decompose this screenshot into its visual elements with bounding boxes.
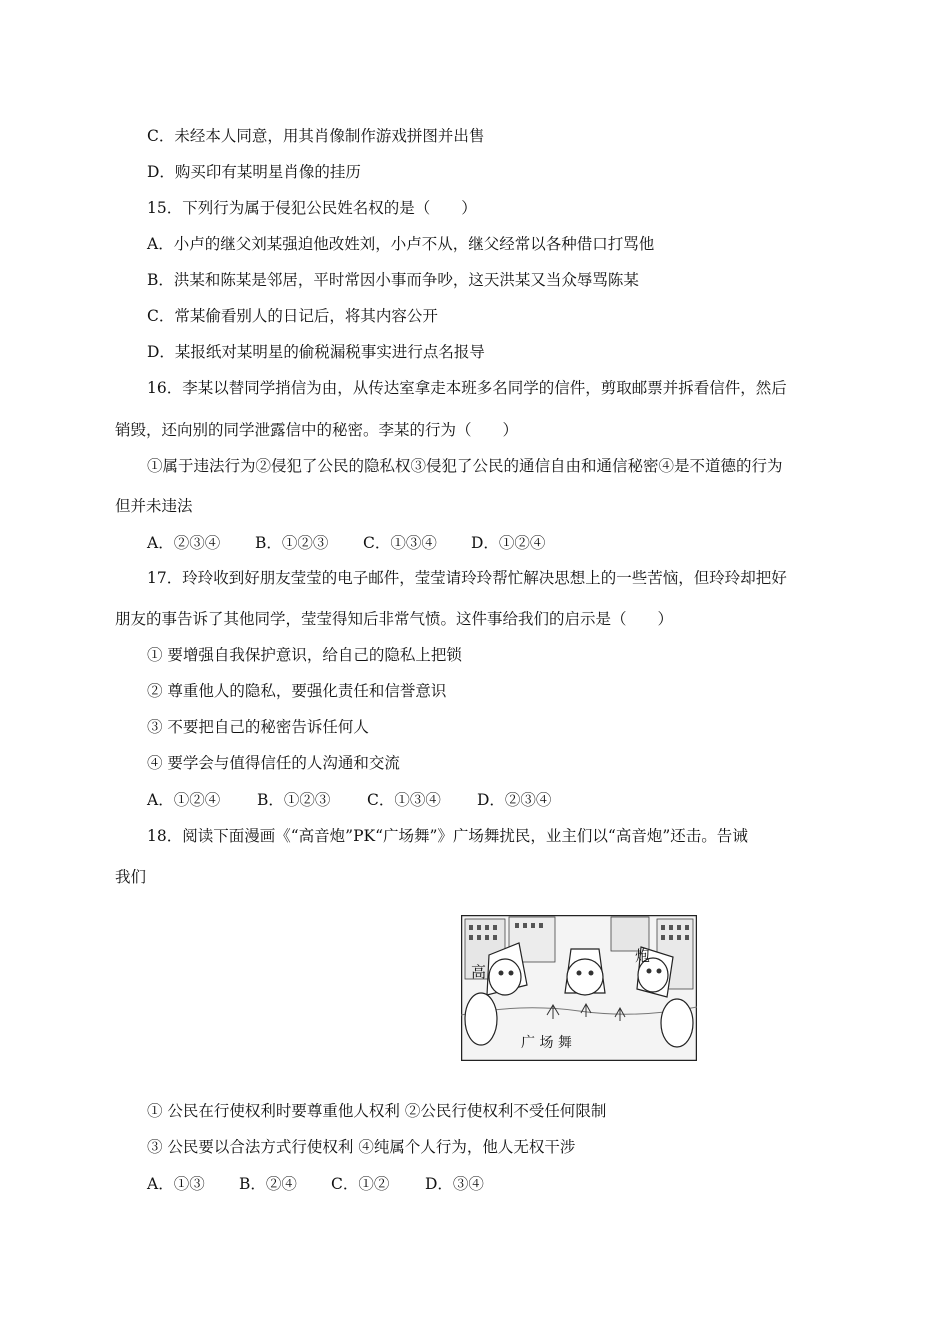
q18-stem-line-2: 我们 bbox=[115, 868, 147, 886]
q16-items-line-1: ①属于违法行为②侵犯了公民的隐私权③侵犯了公民的通信自由和通信秘密④是不道德的行为 bbox=[147, 457, 783, 475]
q17-option-d: D．②③④ bbox=[477, 791, 552, 809]
q14-option-c: C．未经本人同意，用其肖像制作游戏拼图并出售 bbox=[147, 127, 485, 145]
q17-stem-line-2: 朋友的事告诉了其他同学，莹莹得知后非常气愤。这件事给我们的启示是（ ） bbox=[115, 610, 674, 628]
q16-items-line-2: 但并未违法 bbox=[115, 497, 193, 515]
q16-option-b: B．①②③ bbox=[255, 534, 329, 552]
q17-item-2: ② 尊重他人的隐私，要强化责任和信誉意识 bbox=[147, 682, 447, 700]
q18-options bbox=[147, 1174, 484, 1194]
q16-options bbox=[147, 533, 545, 553]
q18-stem-line-1: 18．阅读下面漫画《“高音炮”PK“广场舞”》广场舞扰民，业主们以“高音炮”还击。告诫 bbox=[147, 827, 748, 845]
q17-item-3: ③ 不要把自己的秘密告诉任何人 bbox=[147, 718, 369, 736]
q18-option-a: A．①③ bbox=[147, 1175, 205, 1193]
q17-stem-line-1: 17．玲玲收到好朋友莹莹的电子邮件，莹莹请玲玲帮忙解决思想上的一些苦恼，但玲玲却把好 bbox=[147, 569, 787, 587]
q18-option-b: B．②④ bbox=[239, 1175, 297, 1193]
q15-option-d: D．某报纸对某明星的偷税漏税事实进行点名报导 bbox=[147, 343, 485, 361]
q16-stem-line-2: 销毁，还向别的同学泄露信中的秘密。李某的行为（ ） bbox=[115, 421, 519, 439]
cartoon-label-pao: 炮 bbox=[635, 947, 651, 965]
q18-items-line-1: ① 公民在行使权利时要尊重他人权利 ②公民行使权利不受任何限制 bbox=[147, 1102, 607, 1120]
cartoon-image bbox=[461, 915, 697, 1061]
q17-item-1: ① 要增强自我保护意识，给自己的隐私上把锁 bbox=[147, 646, 462, 664]
q16-stem-line-1: 16．李某以替同学捎信为由，从传达室拿走本班多名同学的信件，剪取邮票并拆看信件，然后 bbox=[147, 379, 787, 397]
q15-stem: 15．下列行为属于侵犯公民姓名权的是（ ） bbox=[147, 199, 477, 217]
cartoon-label-dance: 广 场 舞 bbox=[521, 1035, 572, 1051]
q16-option-d: D．①②④ bbox=[471, 534, 546, 552]
q15-option-c: C．常某偷看别人的日记后，将其内容公开 bbox=[147, 307, 438, 325]
q18-option-d: D．③④ bbox=[425, 1175, 484, 1193]
q16-option-a: A．②③④ bbox=[147, 534, 221, 552]
q17-option-a: A．①②④ bbox=[147, 791, 221, 809]
q17-item-4: ④ 要学会与值得信任的人沟通和交流 bbox=[147, 754, 400, 772]
q14-option-d: D．购买印有某明星肖像的挂历 bbox=[147, 163, 361, 181]
q17-options bbox=[147, 790, 551, 810]
q16-option-c: C．①③④ bbox=[363, 534, 437, 552]
q17-option-c: C．①③④ bbox=[367, 791, 441, 809]
cartoon-label-gao: 高 bbox=[471, 963, 487, 981]
q18-items-line-2: ③ 公民要以合法方式行使权利 ④纯属个人行为，他人无权干涉 bbox=[147, 1138, 576, 1156]
q18-option-c: C．①② bbox=[331, 1175, 390, 1193]
q17-option-b: B．①②③ bbox=[257, 791, 331, 809]
q15-option-b: B．洪某和陈某是邻居，平时常因小事而争吵，这天洪某又当众辱骂陈某 bbox=[147, 271, 639, 289]
q15-option-a: A．小卢的继父刘某强迫他改姓刘，小卢不从，继父经常以各种借口打骂他 bbox=[147, 235, 655, 253]
